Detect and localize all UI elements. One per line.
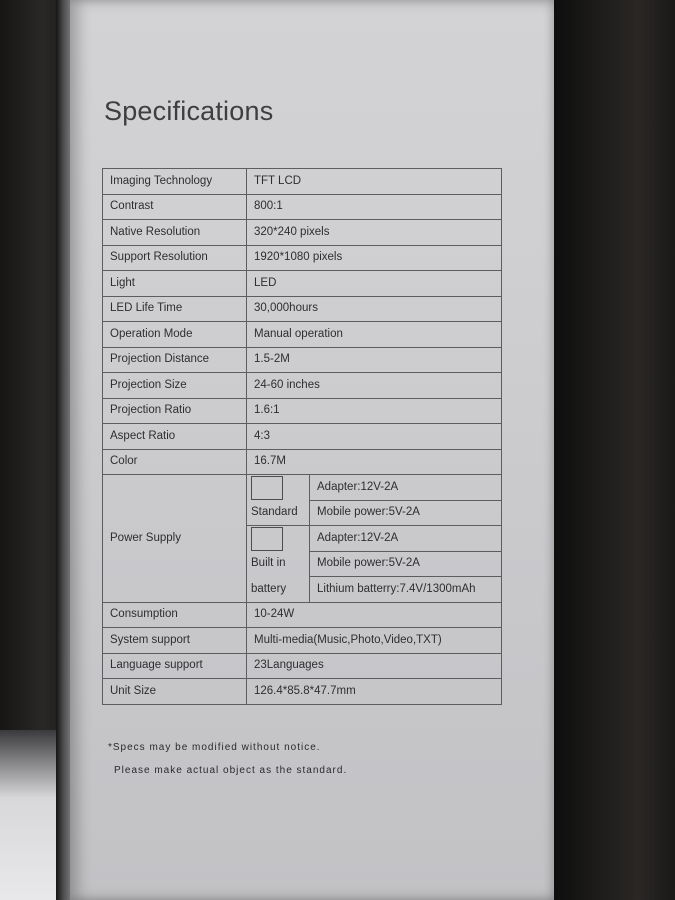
spec-label: Color	[103, 449, 247, 475]
spec-value: 800:1	[247, 194, 502, 220]
table-row	[103, 347, 502, 373]
spec-label: Unit Size	[103, 679, 247, 705]
standard-checkbox-cell	[247, 475, 310, 501]
spec-value: 10-24W	[247, 602, 502, 628]
spec-label: Language support	[103, 653, 247, 679]
spec-label: Projection Size	[103, 373, 247, 399]
table-row	[103, 398, 502, 424]
table-row	[103, 679, 502, 705]
spec-label: Light	[103, 271, 247, 297]
spec-value: LED	[247, 271, 502, 297]
builtin-label-line2: battery	[247, 577, 310, 603]
spec-label: Support Resolution	[103, 245, 247, 271]
disclaimer-line-2: Please make actual object as the standard.	[114, 765, 348, 776]
spec-label: Projection Distance	[103, 347, 247, 373]
table-row	[103, 194, 502, 220]
table-row	[103, 245, 502, 271]
power-option: Lithium batterry:7.4V/1300mAh	[310, 577, 502, 603]
spec-value: 23Languages	[247, 653, 502, 679]
table-row	[103, 475, 502, 501]
spec-label: Imaging Technology	[103, 169, 247, 195]
spec-value: 4:3	[247, 424, 502, 450]
spec-value: 1920*1080 pixels	[247, 245, 502, 271]
builtin-label-line1: Built in	[247, 551, 310, 577]
table-row	[103, 220, 502, 246]
power-option: Adapter:12V-2A	[310, 475, 502, 501]
checkbox-square-icon	[251, 527, 283, 551]
table-row	[103, 628, 502, 654]
standard-label: Standard	[247, 500, 310, 526]
spec-label: Contrast	[103, 194, 247, 220]
table-row	[103, 373, 502, 399]
spec-label: LED Life Time	[103, 296, 247, 322]
table-row	[103, 602, 502, 628]
table-row	[103, 271, 502, 297]
spec-label: Consumption	[103, 602, 247, 628]
power-option: Mobile power:5V-2A	[310, 551, 502, 577]
builtin-checkbox-cell	[247, 526, 310, 552]
spec-value: 16.7M	[247, 449, 502, 475]
disclaimer-line-1: *Specs may be modified without notice.	[108, 742, 321, 753]
power-option: Adapter:12V-2A	[310, 526, 502, 552]
table-row	[103, 322, 502, 348]
spec-value: Multi-media(Music,Photo,Video,TXT)	[247, 628, 502, 654]
spec-value: 126.4*85.8*47.7mm	[247, 679, 502, 705]
spec-value: 1.6:1	[247, 398, 502, 424]
spec-label: Projection Ratio	[103, 398, 247, 424]
page-title: Specifications	[104, 96, 274, 126]
power-supply-label: Power Supply	[103, 475, 247, 603]
spec-label: System support	[103, 628, 247, 654]
power-option: Mobile power:5V-2A	[310, 500, 502, 526]
spec-value: TFT LCD	[247, 169, 502, 195]
specifications-table	[102, 168, 502, 705]
background-left-light	[0, 730, 58, 900]
spec-value: 30,000hours	[247, 296, 502, 322]
spec-value: 1.5-2M	[247, 347, 502, 373]
table-row	[103, 449, 502, 475]
spec-value: 24-60 inches	[247, 373, 502, 399]
background-right	[552, 0, 675, 900]
table-row	[103, 653, 502, 679]
table-row	[103, 169, 502, 195]
spec-value: Manual operation	[247, 322, 502, 348]
table-row	[103, 296, 502, 322]
spec-label: Native Resolution	[103, 220, 247, 246]
spec-label: Aspect Ratio	[103, 424, 247, 450]
spec-value: 320*240 pixels	[247, 220, 502, 246]
spec-label: Operation Mode	[103, 322, 247, 348]
table-row	[103, 424, 502, 450]
checkbox-square-icon	[251, 476, 283, 500]
